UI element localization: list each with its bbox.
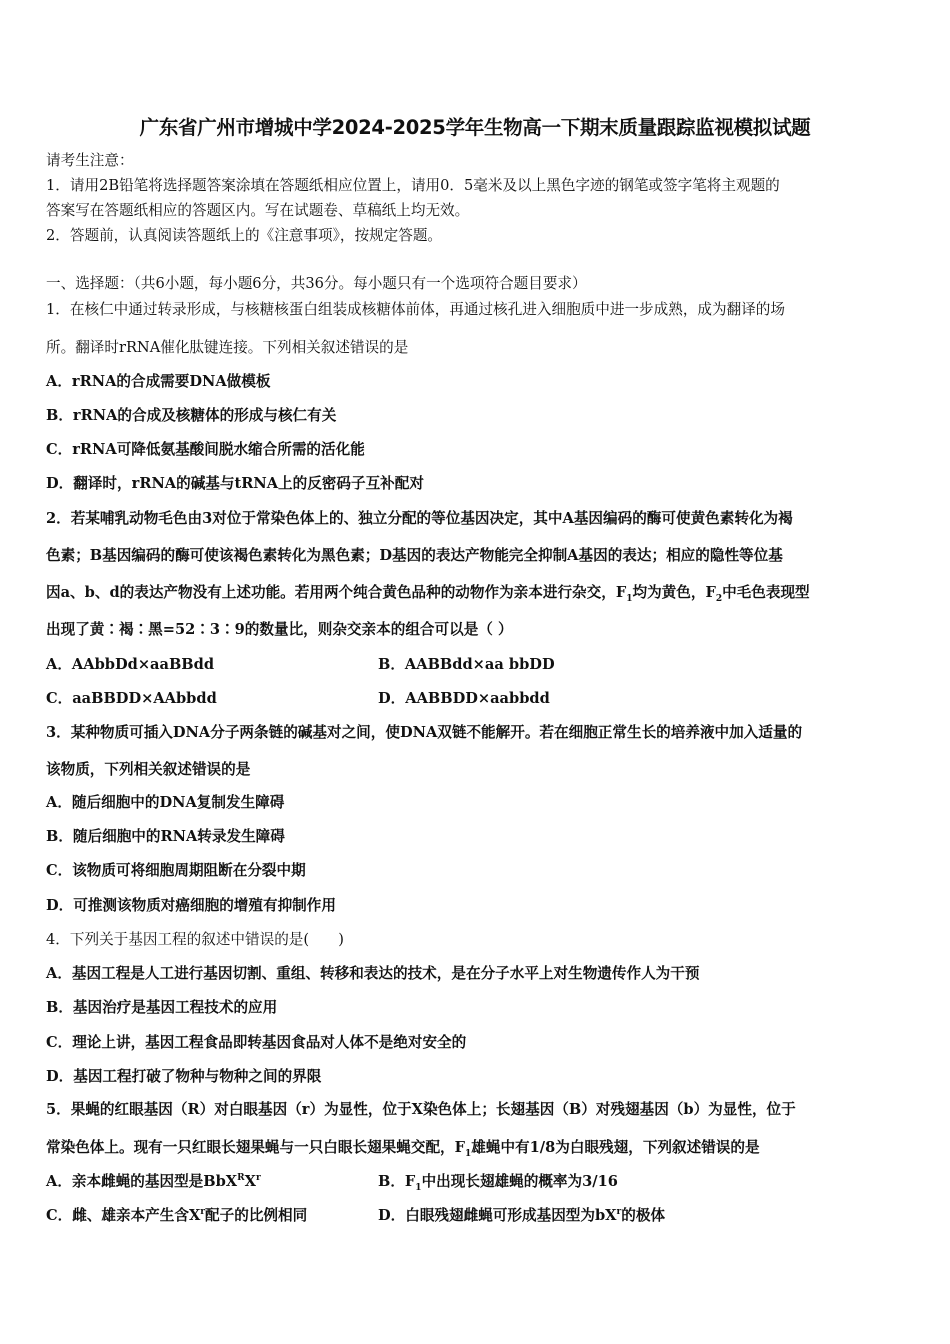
question-5-option-b: B．$F_1$中出现长翅雄蝇的概率为3/16 [378, 1173, 618, 1193]
question-3-stem-line-1: 3．某种物质可插入DNA分子两条链的碱基对之间，使DNA双链不能解开。若在细胞正常生长的培养液中加入适量的 [46, 724, 803, 741]
question-3-option-d: D．可推测该物质对癌细胞的增殖有抑制作用 [46, 897, 336, 914]
question-3-stem-line-2: 该物质，下列相关叙述错误的是 [46, 761, 251, 778]
notice-item-1-line-1: 1．请用2B铅笔将选择题答案涂填在答题纸相应位置上，请用0．5毫米及以上黑色字迹的钢笔或签字笔将主观题的 [46, 177, 780, 194]
question-5-stem-line-2: 常染色体上。现有一只红眼长翅果蝇与一只白眼长翅果蝇交配，$F_1$雄蝇中有1/8为白眼残翅，下列叙述错误的是 [46, 1139, 760, 1159]
page-title: 广东省广州市增城中学2024-2025学年生物高一下期末质量跟踪监视模拟试题 [139, 116, 811, 139]
question-2-option-d: D．AABBDD×aabbdd [378, 690, 550, 707]
notice-item-1-line-2: 答案写在答题纸相应的答题区内。写在试题卷、草稿纸上均无效。 [46, 202, 470, 219]
question-2-stem-line-2: 色素；B基因编码的酶可使该褐色素转化为黑色素；D基因的表达产物能完全抑制A基因的表达；相应的隐性等位基 [46, 547, 783, 564]
question-4-option-c: C．理论上讲，基因工程食品即转基因食品对人体不是绝对安全的 [46, 1034, 467, 1051]
section-heading: 一、选择题：（共6小题，每小题6分，共36分。每小题只有一个选项符合题目要求） [46, 275, 587, 292]
question-5-option-d: D．白眼残翅雌蝇可形成基因型为$bX^r$的极体 [378, 1207, 666, 1224]
question-1-option-a: A．rRNA的合成需要DNA做模板 [46, 373, 271, 390]
question-1-option-c: C．rRNA可降低氨基酸间脱水缩合所需的活化能 [46, 441, 365, 458]
question-4-option-d: D．基因工程打破了物种与物种之间的界限 [46, 1068, 322, 1085]
question-2-stem-line-3: 因a、b、d的表达产物没有上述功能。若用两个纯合黄色品种的动物作为亲本进行杂交，$F_1$均为黄色，$F_2$中毛色表现型 [46, 584, 810, 604]
question-5-stem-line-1: 5．果蝇的红眼基因（R）对白眼基因（r）为显性，位于X染色体上；长翅基因（B）对残翅基因（b）为显性，位于 [46, 1101, 796, 1118]
question-1-option-d: D．翻译时，rRNA的碱基与tRNA上的反密码子互补配对 [46, 475, 424, 492]
question-1-stem-line-2: 所。翻译时rRNA催化肽键连接。下列相关叙述错误的是 [46, 339, 409, 356]
question-1-stem-line-1: 1．在核仁中通过转录形成，与核糖核蛋白组装成核糖体前体，再通过核孔进入细胞质中进一步成熟，成为翻译的场 [46, 301, 785, 318]
question-3-option-b: B．随后细胞中的RNA转录发生障碍 [46, 828, 285, 845]
question-3-option-a: A．随后细胞中的DNA复制发生障碍 [46, 794, 285, 811]
question-2-stem-line-4: 出现了黄∶褐∶黑=52∶3∶9的数量比，则杂交亲本的组合可以是（ ） [46, 621, 513, 638]
question-4-option-b: B．基因治疗是基因工程技术的应用 [46, 999, 278, 1016]
question-1-option-b: B．rRNA的合成及核糖体的形成与核仁有关 [46, 407, 337, 424]
question-3-option-c: C．该物质可将细胞周期阻断在分裂中期 [46, 862, 306, 879]
question-2-option-c: C．aaBBDD×AAbbdd [46, 690, 217, 707]
question-2-stem-line-1: 2．若某哺乳动物毛色由3对位于常染色体上的、独立分配的等位基因决定，其中A基因编码的酶可使黄色素转化为褐 [46, 510, 793, 527]
notice-heading: 请考生注意： [46, 152, 134, 169]
question-5-option-a: A．亲本雌蝇的基因型是$BbX^RX^r$ [46, 1173, 261, 1190]
question-2-option-b: B．AABBdd×aa bbDD [378, 656, 555, 673]
question-4-option-a: A．基因工程是人工进行基因切割、重组、转移和表达的技术，是在分子水平上对生物遗传作人为干预 [46, 965, 700, 982]
question-2-option-a: A．AAbbDd×aaBBdd [46, 656, 215, 673]
question-5-option-c: C．雌、雄亲本产生含$X^r$配子的比例相同 [46, 1207, 308, 1224]
notice-item-2: 2．答题前，认真阅读答题纸上的《注意事项》，按规定答题。 [46, 227, 443, 244]
question-4-stem: 4．下列关于基因工程的叙述中错误的是( ) [46, 931, 344, 948]
